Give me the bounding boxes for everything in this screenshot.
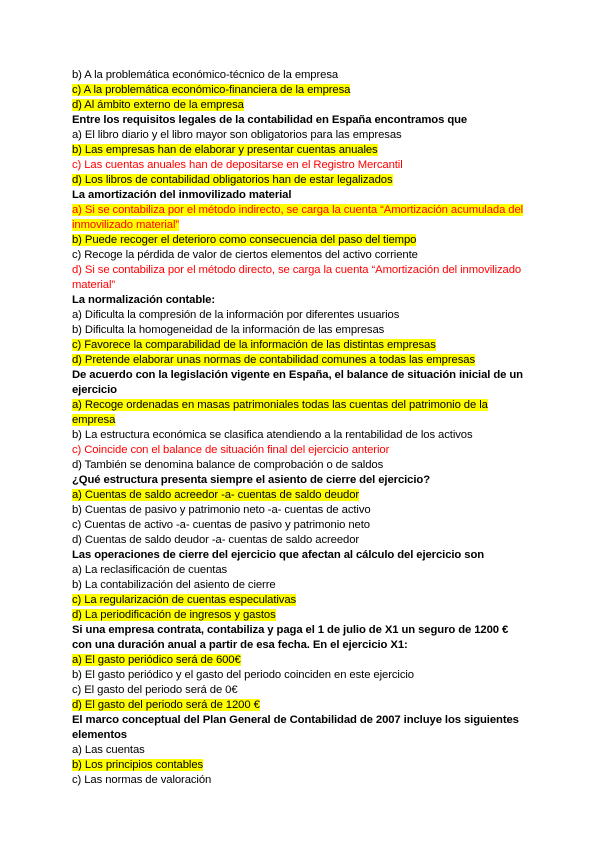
- option-label: material”: [72, 279, 116, 291]
- answer-option: [72, 308, 532, 323]
- option-label: d) Si se contabiliza por el método directo, se carga la cuenta “Amortización del inmovilizado: [72, 264, 522, 276]
- option-label: b) Dificulta la homogeneidad de la información de las empresas: [72, 324, 385, 336]
- answer-option: [72, 218, 532, 233]
- option-label: d) Los libros de contabilidad obligatorios han de estar legalizados: [72, 174, 393, 186]
- option-label: c) Las cuentas anuales han de depositarse en el Registro Mercantil: [72, 159, 403, 171]
- question-text: [72, 713, 532, 728]
- document-page: [72, 68, 532, 788]
- option-label: a) Cuentas de saldo acreedor -a- cuentas de saldo deudor: [72, 489, 360, 501]
- answer-option: [72, 668, 532, 683]
- question-text: [72, 623, 532, 638]
- option-label: b) La contabilización del asiento de cierre: [72, 579, 276, 591]
- answer-option: [72, 353, 532, 368]
- option-label: c) Coincide con el balance de situación final del ejercicio anterior: [72, 444, 390, 456]
- option-label: c) La regularización de cuentas especulativas: [72, 594, 297, 606]
- option-label: b) Las empresas han de elaborar y presentar cuentas anuales: [72, 144, 378, 156]
- option-label: d) La periodificación de ingresos y gastos: [72, 609, 276, 621]
- answer-option: [72, 533, 532, 548]
- question-text: [72, 638, 532, 653]
- option-label: a) Si se contabiliza por el método indirecto, se carga la cuenta “Amortización acumulada del: [72, 204, 524, 216]
- option-label: d) Pretende elaborar unas normas de contabilidad comunes a todas las empresas: [72, 354, 475, 366]
- answer-option: [72, 518, 532, 533]
- option-label: d) También se denomina balance de comprobación o de saldos: [72, 459, 384, 471]
- answer-option: [72, 98, 532, 113]
- question-label: con una duración anual a partir de esa fecha. En el ejercicio X1:: [72, 639, 408, 651]
- question-text: [72, 293, 532, 308]
- option-label: b) Cuentas de pasivo y patrimonio neto -a- cuentas de activo: [72, 504, 371, 516]
- answer-option: [72, 203, 532, 218]
- option-label: d) Al ámbito externo de la empresa: [72, 99, 244, 111]
- question-label: De acuerdo con la legislación vigente en España, el balance de situación inicial de un: [72, 369, 523, 381]
- question-text: [72, 548, 532, 563]
- answer-option: [72, 68, 532, 83]
- option-label: c) Cuentas de activo -a- cuentas de pasivo y patrimonio neto: [72, 519, 370, 531]
- option-label: a) Recoge ordenadas en masas patrimoniales todas las cuentas del patrimonio de la: [72, 399, 488, 411]
- answer-option: [72, 608, 532, 623]
- answer-option: [72, 458, 532, 473]
- answer-option: [72, 158, 532, 173]
- answer-option: [72, 443, 532, 458]
- question-label: Si una empresa contrata, contabiliza y paga el 1 de julio de X1 un seguro de 1200 €: [72, 624, 509, 636]
- answer-option: [72, 683, 532, 698]
- answer-option: [72, 83, 532, 98]
- question-label: Entre los requisitos legales de la contabilidad en España encontramos que: [72, 114, 468, 126]
- option-label: c) El gasto del periodo será de 0€: [72, 684, 238, 696]
- question-text: [72, 473, 532, 488]
- option-label: b) A la problemática económico-técnico de la empresa: [72, 69, 339, 81]
- answer-option: [72, 578, 532, 593]
- question-label: ejercicio: [72, 384, 117, 396]
- option-label: a) Dificulta la compresión de la información por diferentes usuarios: [72, 309, 400, 321]
- question-label: ¿Qué estructura presenta siempre el asiento de cierre del ejercicio?: [72, 474, 430, 486]
- question-label: El marco conceptual del Plan General de Contabilidad de 2007 incluye los siguientes: [72, 714, 519, 726]
- option-label: c) Recoge la pérdida de valor de ciertos elementos del activo corriente: [72, 249, 418, 261]
- question-text: [72, 188, 532, 203]
- answer-option: [72, 248, 532, 263]
- question-text: [72, 368, 532, 383]
- answer-option: [72, 398, 532, 413]
- question-label: La normalización contable:: [72, 294, 216, 306]
- answer-option: [72, 323, 532, 338]
- option-label: a) El libro diario y el libro mayor son obligatorios para las empresas: [72, 129, 402, 141]
- answer-option: [72, 773, 532, 788]
- answer-option: [72, 563, 532, 578]
- answer-option: [72, 698, 532, 713]
- option-label: a) El gasto periódico será de 600€: [72, 654, 241, 666]
- answer-option: [72, 128, 532, 143]
- answer-option: [72, 278, 532, 293]
- option-label: c) Las normas de valoración: [72, 774, 212, 786]
- option-label: d) Cuentas de saldo deudor -a- cuentas de saldo acreedor: [72, 534, 360, 546]
- answer-option: [72, 263, 532, 278]
- answer-option: [72, 488, 532, 503]
- option-label: b) Puede recoger el deterioro como consecuencia del paso del tiempo: [72, 234, 417, 246]
- option-label: b) La estructura económica se clasifica atendiendo a la rentabilidad de los activos: [72, 429, 473, 441]
- answer-option: [72, 743, 532, 758]
- answer-option: [72, 233, 532, 248]
- question-label: Las operaciones de cierre del ejercicio que afectan al cálculo del ejercicio son: [72, 549, 485, 561]
- answer-option: [72, 143, 532, 158]
- question-label: elementos: [72, 729, 127, 741]
- answer-option: [72, 593, 532, 608]
- option-label: b) El gasto periódico y el gasto del periodo coinciden en este ejercicio: [72, 669, 414, 681]
- answer-option: [72, 503, 532, 518]
- answer-option: [72, 428, 532, 443]
- question-label: La amortización del inmovilizado material: [72, 189, 292, 201]
- answer-option: [72, 338, 532, 353]
- answer-option: [72, 758, 532, 773]
- option-label: inmovilizado material”: [72, 219, 180, 231]
- option-label: d) El gasto del periodo será de 1200 €: [72, 699, 260, 711]
- question-text: [72, 383, 532, 398]
- option-label: c) Favorece la comparabilidad de la información de las distintas empresas: [72, 339, 436, 351]
- question-text: [72, 728, 532, 743]
- answer-option: [72, 413, 532, 428]
- question-text: [72, 113, 532, 128]
- option-label: b) Los principios contables: [72, 759, 204, 771]
- option-label: a) Las cuentas: [72, 744, 145, 756]
- answer-option: [72, 173, 532, 188]
- option-label: c) A la problemática económico-financiera de la empresa: [72, 84, 351, 96]
- answer-option: [72, 653, 532, 668]
- option-label: empresa: [72, 414, 116, 426]
- option-label: a) La reclasificación de cuentas: [72, 564, 228, 576]
